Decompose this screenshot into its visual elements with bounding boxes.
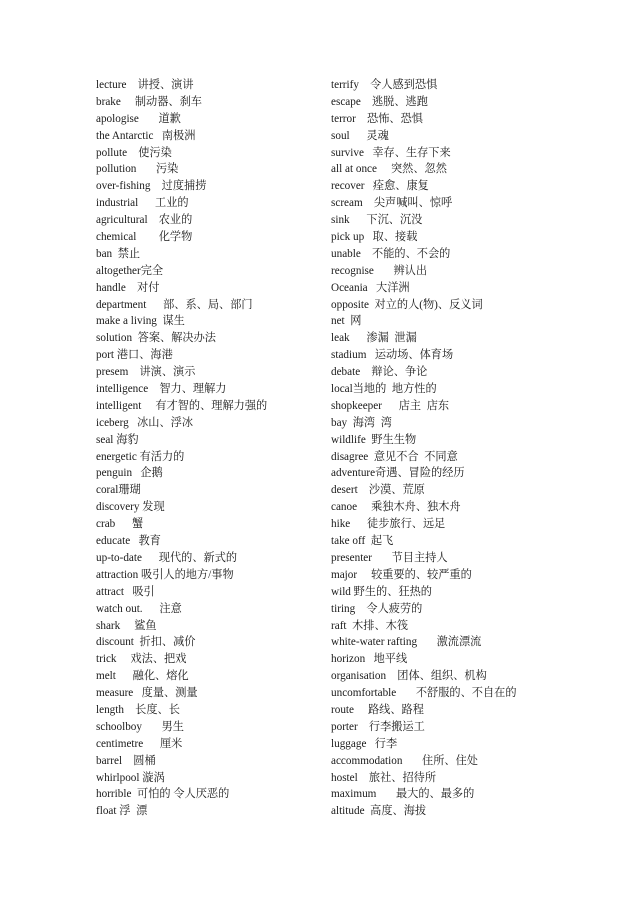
vocab-entry: port 港口、海港 xyxy=(96,349,173,362)
vocab-entry: length 长度、长 xyxy=(96,703,180,716)
vocab-entry: iceberg 冰山、浮冰 xyxy=(96,416,194,429)
vocab-entry: pollution 污染 xyxy=(96,163,179,176)
vocab-entry: opposite 对立的人(物)、反义词 xyxy=(331,298,483,311)
vocab-entry: all at once 突然、忽然 xyxy=(331,163,447,176)
vocab-entry: horrible 可怕的 令人厌恶的 xyxy=(96,788,230,801)
vocab-entry: wildlife 野生生物 xyxy=(331,433,417,446)
vocab-entry: shopkeeper 店主 店东 xyxy=(331,399,450,412)
vocab-entry: organisation 团体、组织、机构 xyxy=(331,670,487,683)
vocab-entry: horizon 地平线 xyxy=(331,653,408,666)
vocab-entry: trick 戏法、把戏 xyxy=(96,653,187,666)
vocab-entry: discovery 发现 xyxy=(96,501,165,514)
vocab-entry: uncomfortable 不舒服的、不自在的 xyxy=(331,687,517,700)
vocab-entry: raft 木排、木筏 xyxy=(331,619,409,632)
vocab-entry: luggage 行李 xyxy=(331,737,398,750)
vocab-entry: energetic 有活力的 xyxy=(96,450,185,463)
vocab-entry: take off 起飞 xyxy=(331,535,394,548)
vocab-entry: watch out. 注意 xyxy=(96,602,182,615)
vocab-entry: route 路线、路程 xyxy=(331,703,424,716)
left-vocab-column xyxy=(96,77,346,820)
vocab-entry: ban 禁止 xyxy=(96,247,141,260)
vocab-entry: bay 海湾 湾 xyxy=(331,416,392,429)
vocab-entry: crab 蟹 xyxy=(96,518,144,531)
vocab-entry: educate 教育 xyxy=(96,535,161,548)
vocab-entry: industrial 工业的 xyxy=(96,197,189,210)
vocab-entry: measure 度量、测量 xyxy=(96,687,198,700)
vocab-entry: department 部、系、局、部门 xyxy=(96,298,253,311)
vocab-entry: hike 徒步旅行、远足 xyxy=(331,518,446,531)
vocab-entry: altitude 高度、海拔 xyxy=(331,805,427,818)
vocab-entry: escape 逃脱、逃跑 xyxy=(331,95,428,108)
vocab-entry: scream 尖声喊叫、惊呼 xyxy=(331,197,453,210)
vocab-entry: stadium 运动场、体育场 xyxy=(331,349,454,362)
vocab-entry: pollute 使污染 xyxy=(96,146,172,159)
vocab-entry: presem 讲演、演示 xyxy=(96,366,196,379)
vocab-entry: coral珊瑚 xyxy=(96,484,141,497)
vocab-entry: sink 下沉、沉没 xyxy=(331,214,423,227)
vocab-entry: agricultural 农业的 xyxy=(96,214,193,227)
vocab-entry: attract 吸引 xyxy=(96,585,155,598)
right-vocab-column xyxy=(331,77,581,820)
vocab-entry: survive 幸存、生存下来 xyxy=(331,146,451,159)
vocab-entry: intelligent 有才智的、理解力强的 xyxy=(96,399,268,412)
vocab-entry: brake 制动器、刹车 xyxy=(96,95,202,108)
vocab-entry: porter 行李搬运工 xyxy=(331,720,425,733)
vocab-entry: hostel 旅社、招待所 xyxy=(331,771,437,784)
vocab-entry: recognise 辨认出 xyxy=(331,264,428,277)
vocab-entry: barrel 圆桶 xyxy=(96,754,156,767)
vocab-entry: debate 辩论、争论 xyxy=(331,366,428,379)
vocab-entry: apologise 道歉 xyxy=(96,112,181,125)
vocab-entry: over-fishing 过度捕捞 xyxy=(96,180,207,193)
vocab-entry: leak 渗漏 泄漏 xyxy=(331,332,417,345)
vocab-entry: whirlpool 漩涡 xyxy=(96,771,165,784)
vocab-entry: up-to-date 现代的、新式的 xyxy=(96,551,238,564)
vocab-entry: adventure奇遇、冒险的经历 xyxy=(331,467,465,480)
vocab-entry: Oceania 大洋洲 xyxy=(331,281,410,294)
vocab-entry: wild 野生的、狂热的 xyxy=(331,585,432,598)
vocab-entry: seal 海豹 xyxy=(96,433,139,446)
vocab-entry: soul 灵魂 xyxy=(331,129,389,142)
vocab-entry: net 网 xyxy=(331,315,362,328)
vocab-entry: tiring 令人疲劳的 xyxy=(331,602,423,615)
vocab-entry: terrify 令人感到恐惧 xyxy=(331,79,438,91)
vocab-entry: melt 融化、熔化 xyxy=(96,670,189,683)
vocab-entry: recover 痊愈、康复 xyxy=(331,180,429,193)
vocab-entry: altogether完全 xyxy=(96,264,164,277)
vocab-entry: penguin 企鹅 xyxy=(96,467,163,480)
vocab-entry: centimetre 厘米 xyxy=(96,737,183,750)
vocab-entry: accommodation 住所、住处 xyxy=(331,754,478,767)
vocab-entry: the Antarctic 南极洲 xyxy=(96,129,196,142)
vocab-entry: solution 答案、解决办法 xyxy=(96,332,216,345)
vocab-entry: float 浮 漂 xyxy=(96,805,148,818)
vocab-entry: make a living 谋生 xyxy=(96,315,185,328)
vocab-entry: maximum 最大的、最多的 xyxy=(331,788,475,801)
vocab-entry: white-water rafting 激流漂流 xyxy=(331,636,482,649)
vocab-entry: discount 折扣、减价 xyxy=(96,636,196,649)
vocab-entry: lecture 讲授、演讲 xyxy=(96,79,194,91)
vocab-entry: desert 沙漠、荒原 xyxy=(331,484,425,497)
vocab-entry: local当地的 地方性的 xyxy=(331,383,437,396)
vocab-entry: chemical 化学物 xyxy=(96,231,193,244)
vocab-entry: shark 鲨鱼 xyxy=(96,619,157,632)
vocab-entry: major 较重要的、较严重的 xyxy=(331,568,472,581)
vocab-entry: disagree 意见不合 不同意 xyxy=(331,450,458,463)
vocab-entry: pick up 取、接载 xyxy=(331,231,418,244)
vocab-entry: unable 不能的、不会的 xyxy=(331,247,451,260)
vocab-entry: presenter 节目主持人 xyxy=(331,551,448,564)
vocab-entry: canoe 乘独木舟、独木舟 xyxy=(331,501,461,514)
vocab-entry: schoolboy 男生 xyxy=(96,720,184,733)
vocab-entry: intelligence 智力、理解力 xyxy=(96,383,227,396)
vocab-entry: handle 对付 xyxy=(96,281,160,294)
vocab-entry: attraction 吸引人的地方/事物 xyxy=(96,568,234,581)
vocab-entry: terror 恐怖、恐惧 xyxy=(331,112,423,125)
